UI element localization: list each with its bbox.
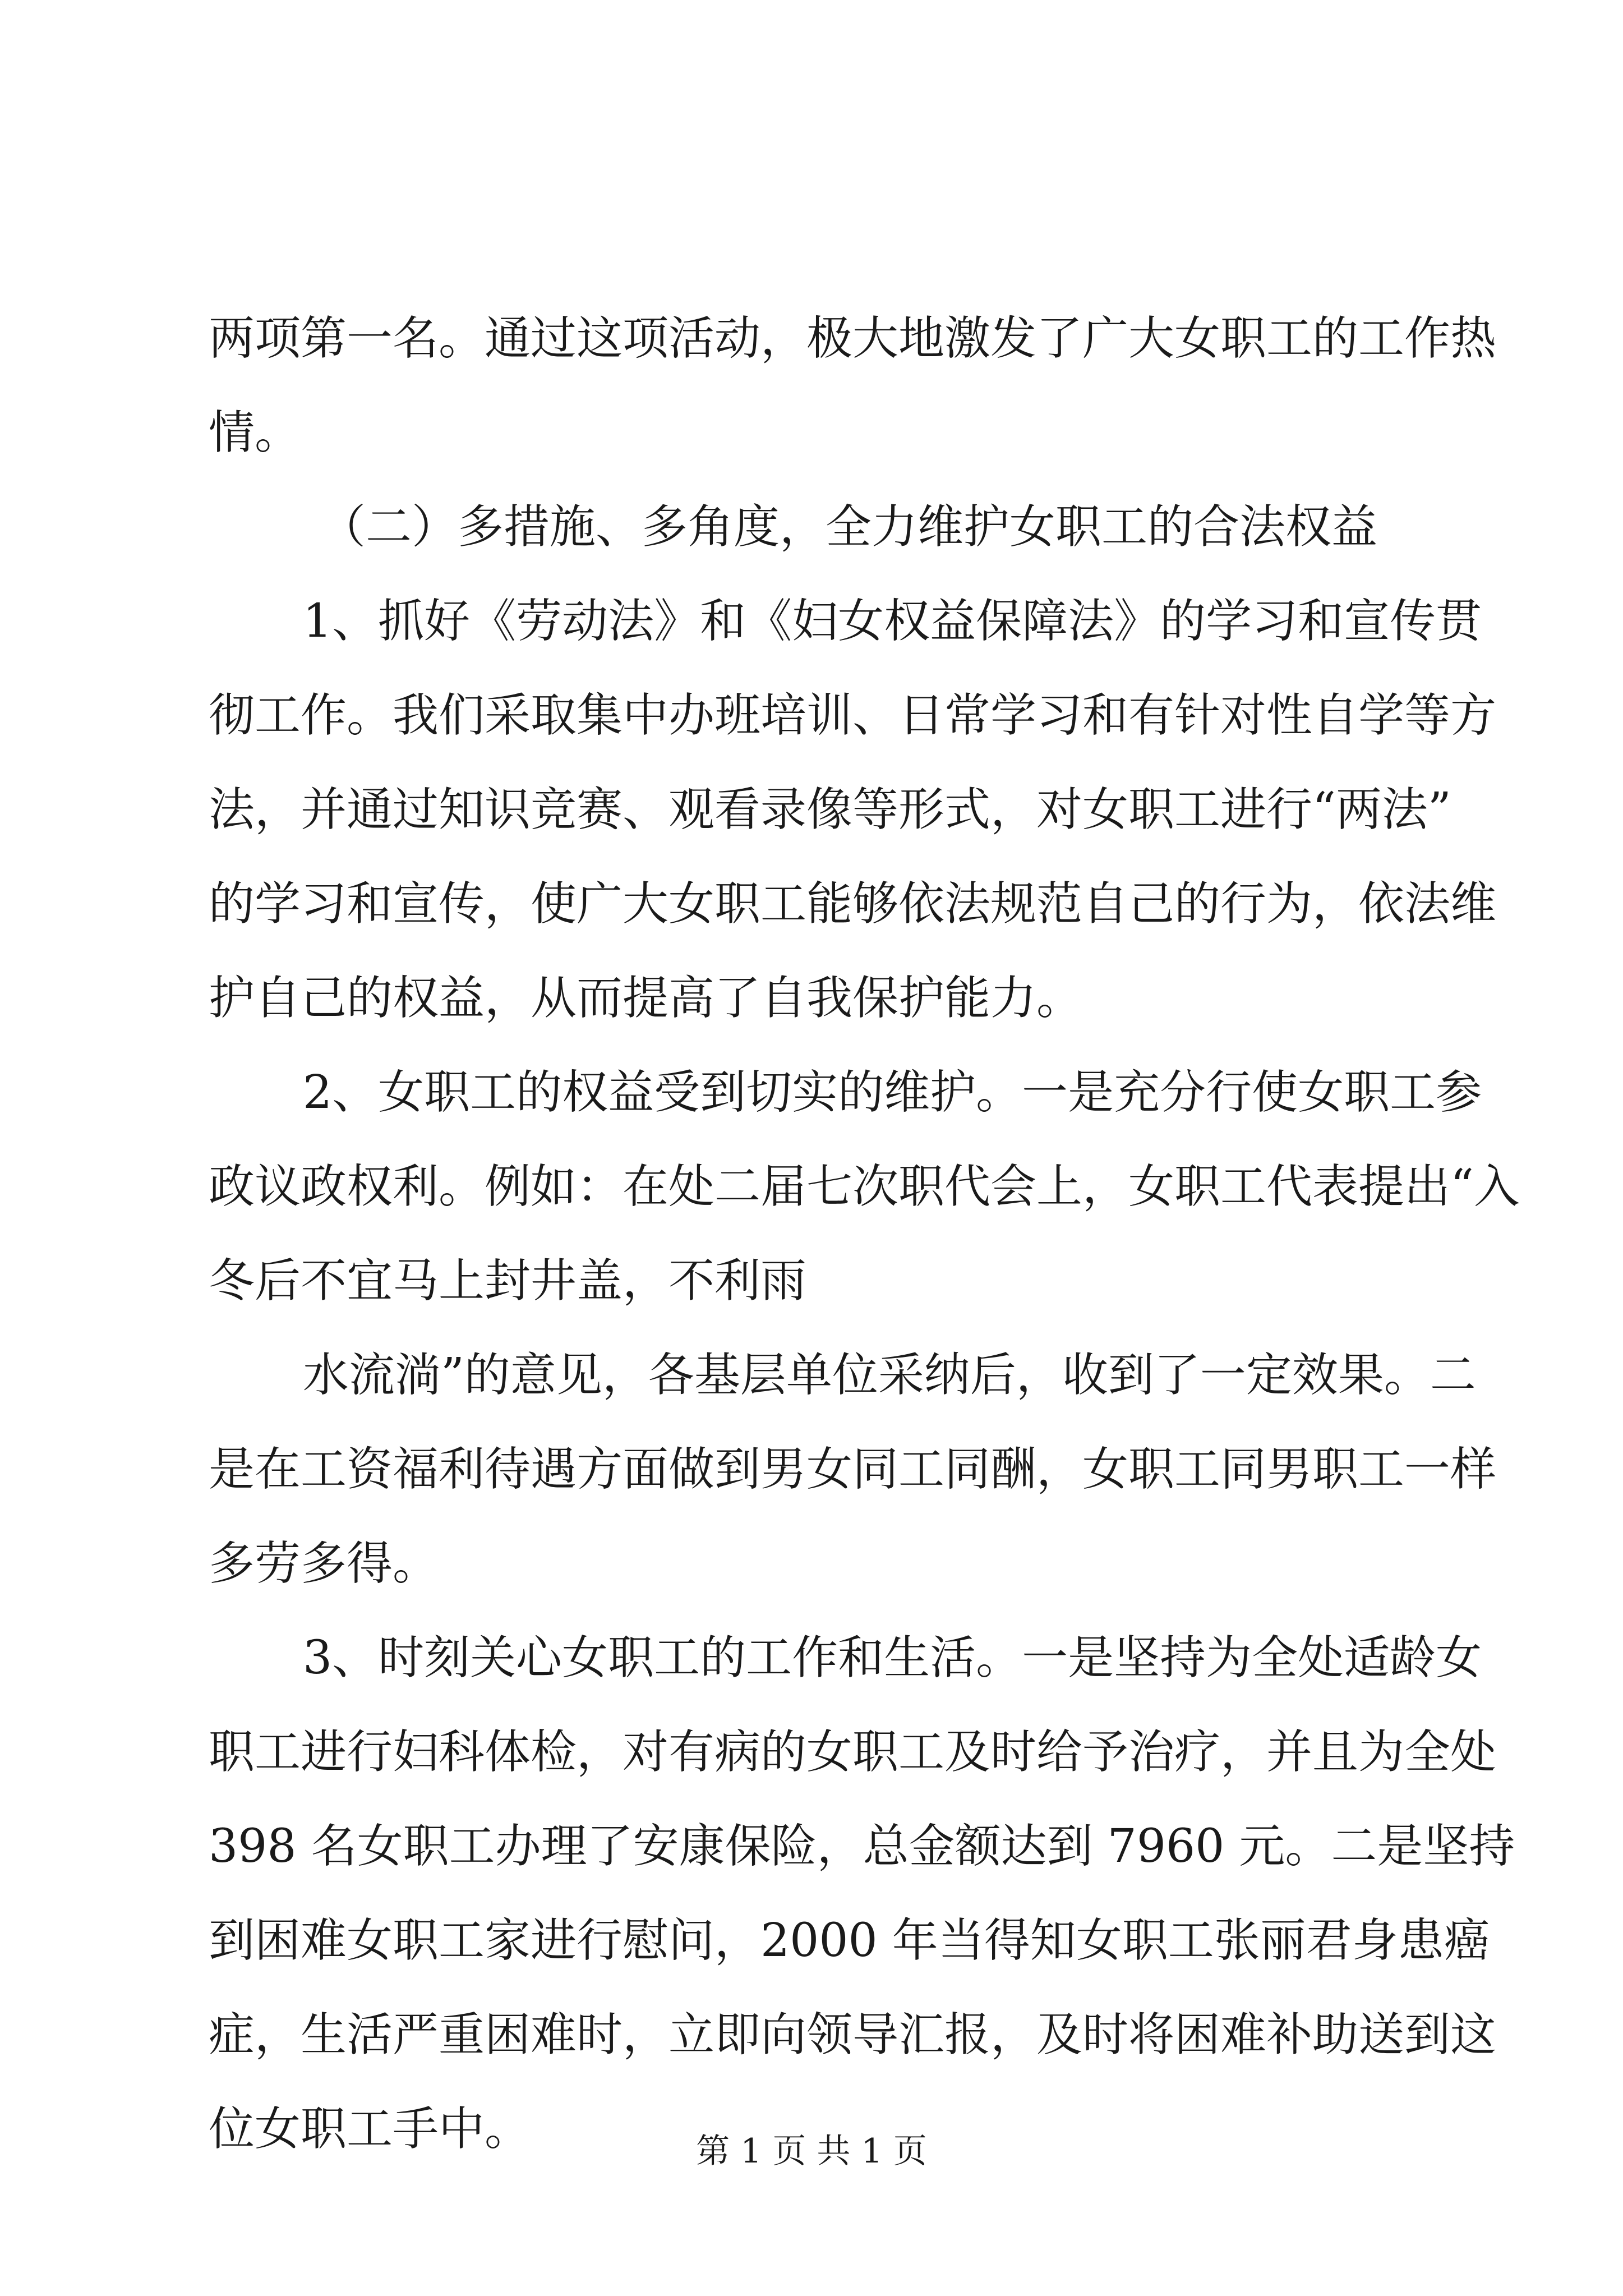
text-line-10: 政议政权利。例如：在处二届七次职代会上，女职工代表提出“入 <box>209 1160 1520 1213</box>
text-line-20: 位女职工手中。 <box>209 2102 531 2156</box>
section-heading: （二）多措施、多角度，全力维护女职工的合法权益 <box>320 500 1378 554</box>
document-body <box>209 292 1520 2177</box>
text-line-1: 两项第一名。通过这项活动，极大地激发了广大女职工的工作热 <box>209 312 1497 365</box>
paragraph-2-start: 2、女职工的权益受到切实的维护。一是充分行使女职工参 <box>303 1066 1482 1119</box>
text-line-16: 职工进行妇科体检，对有病的女职工及时给予治疗，并且为全处 <box>209 1726 1497 1779</box>
text-line-5: 彻工作。我们采取集中办班培训、日常学习和有针对性自学等方 <box>209 689 1497 742</box>
page-number-footer: 第 1 页 共 1 页 <box>696 2132 927 2171</box>
paragraph-4-start: 3、时刻关心女职工的工作和生活。一是坚持为全处适龄女 <box>303 1631 1482 1685</box>
text-line-7: 的学习和宣传，使广大女职工能够依法规范自己的行为，依法维 <box>209 877 1497 931</box>
text-line-14: 多劳多得。 <box>209 1537 439 1590</box>
paragraph-1-start: 1、抓好《劳动法》和《妇女权益保障法》的学习和宣传贯 <box>303 595 1482 648</box>
text-line-19: 症，生活严重困难时，立即向领导汇报，及时将困难补助送到这 <box>209 2008 1497 2062</box>
text-line-18: 到困难女职工家进行慰问，2000 年当得知女职工张丽君身患癌 <box>209 1914 1490 1967</box>
text-line-11: 冬后不宜马上封井盖，不利雨 <box>209 1254 807 1308</box>
text-line-13: 是在工资福利待遇方面做到男女同工同酬，女职工同男职工一样 <box>209 1443 1497 1496</box>
text-line-8: 护自己的权益，从而提高了自我保护能力。 <box>209 972 1083 1025</box>
text-line-2: 情。 <box>209 406 301 459</box>
text-line-6: 法，并通过知识竞赛、观看录像等形式，对女职工进行“两法” <box>209 783 1451 836</box>
text-line-17: 398 名女职工办理了安康保险，总金额达到 7960 元。二是坚持 <box>209 1820 1515 1873</box>
paragraph-3-start: 水流淌”的意见，各基层单位采纳后，收到了一定效果。二 <box>303 1349 1476 1402</box>
